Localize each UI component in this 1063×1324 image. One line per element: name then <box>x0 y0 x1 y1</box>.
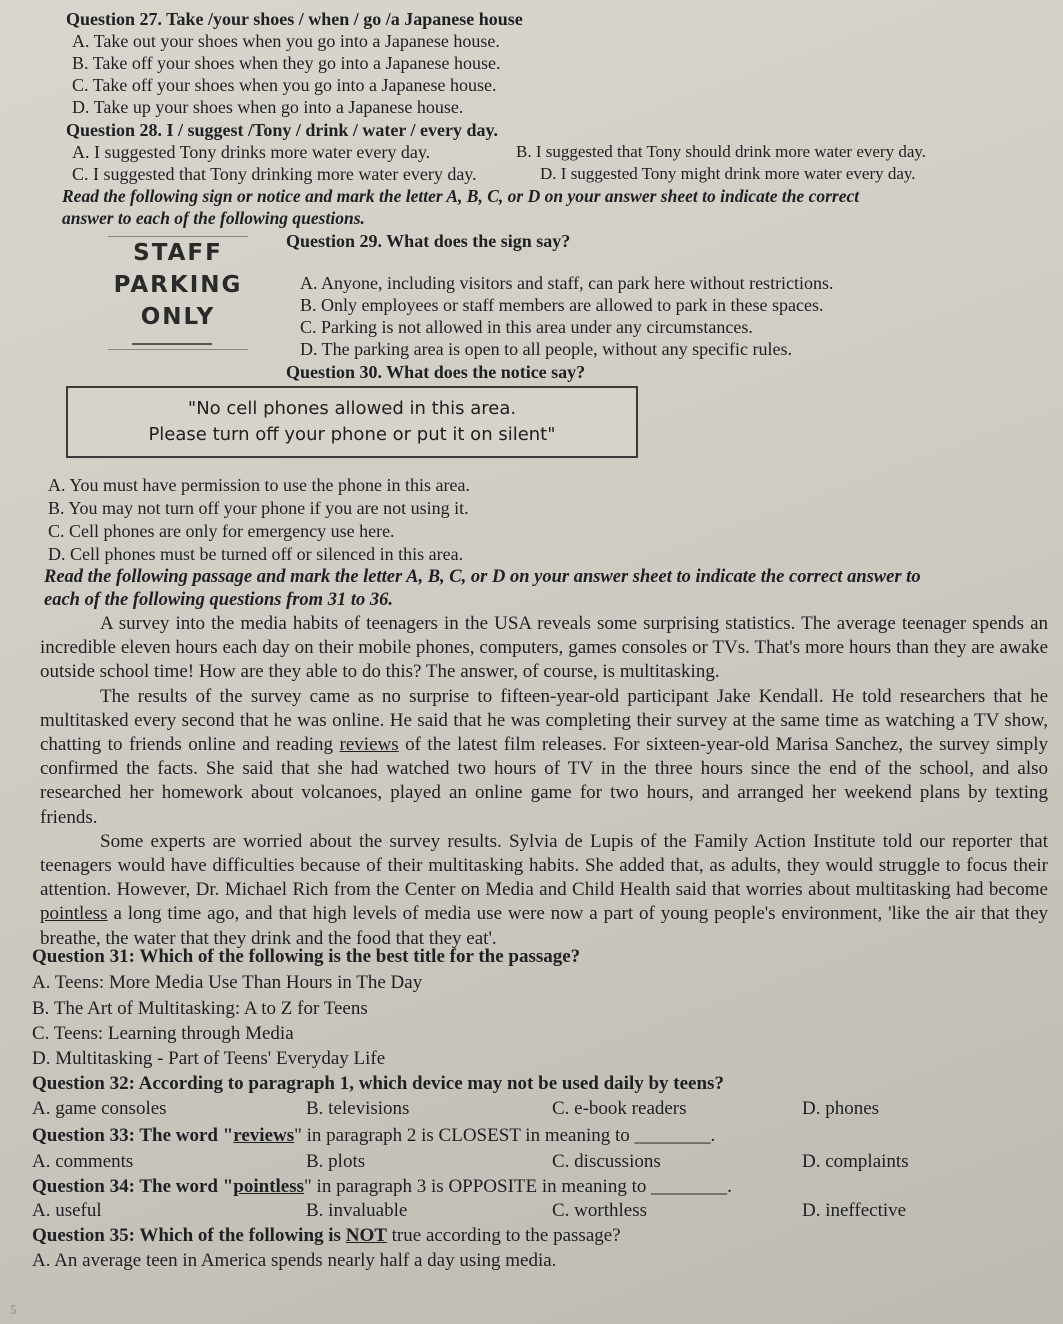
q28-option-b: B. I suggested that Tony should drink more water every day. <box>516 142 927 161</box>
q27-stem: Question 27. Take /your shoes / when / go /a Japanese house <box>66 9 523 29</box>
q33-option-a: A. comments <box>32 1151 134 1172</box>
q28-option-d: D. I suggested Tony might drink more water every day. <box>540 164 916 183</box>
q34-option-a: A. useful <box>32 1200 102 1221</box>
instruction-passage-line-1: Read the following passage and mark the letter A, B, C, or D on your answer sheet to indicate the correct answer to <box>44 567 921 587</box>
reading-passage <box>40 612 1048 951</box>
q30-option-d: D. Cell phones must be turned off or silenced in this area. <box>48 544 464 564</box>
q32-option-b: B. televisions <box>306 1098 410 1119</box>
q27-option-d: D. Take up your shoes when go into a Japanese house. <box>72 97 464 117</box>
q34-option-c: C. worthless <box>552 1200 647 1221</box>
notice-line-1: "No cell phones allowed in this area. <box>187 398 517 419</box>
q30-stem: Question 30. What does the notice say? <box>286 362 586 382</box>
q27-option-a: A. Take out your shoes when you go into a Japanese house. <box>72 31 500 51</box>
q30-option-c: C. Cell phones are only for emergency use here. <box>48 521 395 541</box>
q29-option-d: D. The parking area is open to all people, without any specific rules. <box>300 339 793 359</box>
q30-option-b: B. You may not turn off your phone if you are not using it. <box>48 498 469 518</box>
q32-option-c: C. e-book readers <box>552 1098 687 1119</box>
instruction-passage-line-2: each of the following questions from 31 to 36. <box>44 590 393 610</box>
q28-option-c: C. I suggested that Tony drinking more water every day. <box>72 164 477 184</box>
instruction-sign-line-1: Read the following sign or notice and mark the letter A, B, C, or D on your answer sheet to indicate the correct <box>62 186 860 206</box>
page-number: 5 <box>10 1302 17 1317</box>
q33-option-d: D. complaints <box>802 1151 909 1172</box>
q29-option-b: B. Only employees or staff members are allowed to park in these spaces. <box>300 295 824 315</box>
q31-option-d: D. Multitasking - Part of Teens' Everyday Life <box>32 1048 386 1069</box>
q30-option-a: A. You must have permission to use the phone in this area. <box>48 475 470 495</box>
passage-paragraph-3: Some experts are worried about the survey results. Sylvia de Lupis of the Family Action Institute told our reporter that teenagers would have difficulties because of their multitasking habits. She added that, as adults, they would struggle to focus their attention. However, Dr. Michael Rich from the Center on Media and Child Health said that worries about multitasking had become pointless a long time ago, and that high levels of media use were now a part of young people's environment, 'like the air that they breathe, the water that they drink and the food that they eat'. <box>40 830 1048 949</box>
q34-underlined-word: pointless <box>233 1176 305 1197</box>
q31-stem: Question 31: Which of the following is the best title for the passage? <box>32 946 581 967</box>
q29-option-a: A. Anyone, including visitors and staff, can park here without restrictions. <box>300 273 834 293</box>
q27-option-b: B. Take off your shoes when they go into a Japanese house. <box>72 53 501 73</box>
passage-paragraph-2: The results of the survey came as no surprise to fifteen-year-old participant Jake Kendall. He told researchers that he multitasked every second that he was online. He said that he was completing their survey at the same time as watching a TV show, chatting to friends online and reading reviews of the latest film releases. For sixteen-year-old Marisa Sanchez, the survey simply confirmed the facts. She said that she had watched two hours of TV in the three hours since the end of the school, and also researched her homework about volcanoes, played an online game for two hours, and arranged her weekend plans by texting friends. <box>40 685 1048 828</box>
q35-stem: Question 35: Which of the following is NOT true according to the passage? <box>32 1225 621 1246</box>
q35-not-word: NOT <box>345 1225 387 1246</box>
q34-option-d: D. ineffective <box>802 1200 907 1221</box>
q34-stem: Question 34: The word "pointless" in paragraph 3 is OPPOSITE in meaning to ________. <box>32 1176 732 1197</box>
sign-underline <box>132 343 212 345</box>
sign-line-parking: PARKING <box>113 272 243 298</box>
instruction-sign-line-2: answer to each of the following questions. <box>62 208 365 228</box>
cell-phone-notice <box>66 386 638 458</box>
underlined-word-pointless: pointless <box>40 903 108 925</box>
q34-option-b: B. invaluable <box>306 1200 408 1221</box>
q35-option-a: A. An average teen in America spends nearly half a day using media. <box>32 1250 557 1271</box>
q33-option-c: C. discussions <box>552 1151 661 1172</box>
q31-option-c: C. Teens: Learning through Media <box>32 1023 294 1044</box>
sign-line-only: ONLY <box>140 304 216 330</box>
q29-stem: Question 29. What does the sign say? <box>286 231 571 251</box>
underlined-word-reviews: reviews <box>339 734 399 756</box>
staff-parking-sign <box>108 236 248 350</box>
notice-line-2: Please turn off your phone or put it on silent" <box>148 424 556 445</box>
q31-option-b: B. The Art of Multitasking: A to Z for Teens <box>32 998 368 1019</box>
q32-option-a: A. game consoles <box>32 1098 167 1119</box>
q32-option-d: D. phones <box>802 1098 880 1119</box>
q28-option-a: A. I suggested Tony drinks more water every day. <box>72 142 431 162</box>
passage-paragraph-1: A survey into the media habits of teenagers in the USA reveals some surprising statistics. The average teenager spends an incredible eleven hours each day on their mobile phones, computers, games consoles or TVs. That's more hours than they are awake outside school time! How are they able to do this? The answer, of course, is multitasking. <box>40 613 1048 683</box>
sign-line-staff: STAFF <box>133 240 223 266</box>
q28-stem: Question 28. I / suggest /Tony / drink / water / every day. <box>66 120 499 140</box>
q33-option-b: B. plots <box>306 1151 366 1172</box>
q33-underlined-word: reviews <box>233 1125 295 1146</box>
q32-stem: Question 32: According to paragraph 1, which device may not be used daily by teens? <box>32 1073 724 1094</box>
q27-option-c: C. Take off your shoes when you go into a Japanese house. <box>72 75 497 95</box>
q33-stem: Question 33: The word "reviews" in paragraph 2 is CLOSEST in meaning to ________. <box>32 1125 716 1146</box>
q31-option-a: A. Teens: More Media Use Than Hours in The Day <box>32 972 423 993</box>
q29-option-c: C. Parking is not allowed in this area under any circumstances. <box>300 317 753 337</box>
